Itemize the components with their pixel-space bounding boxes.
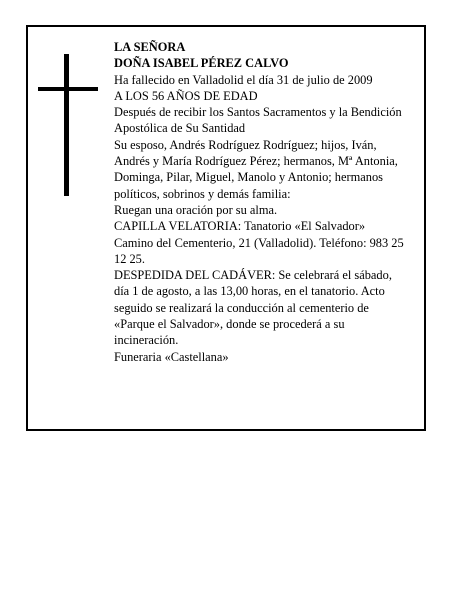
cross-vertical-bar xyxy=(64,54,69,196)
chapel-paragraph: CAPILLA VELATORIA: Tanatorio «El Salvador» Camino del Cementerio, 21 (Valladolid). Teléfono: 983 25 12 25. xyxy=(114,219,404,266)
sacraments-paragraph: Después de recibir los Santos Sacramentos y la Bendición Apostólica de Su Santidad xyxy=(114,105,402,136)
header-title: LA SEÑORA xyxy=(114,40,186,54)
family-paragraph: Su esposo, Andrés Rodríguez Rodríguez; hijos, Iván, Andrés y María Rodríguez Pérez; hermanos, Mª Antonia, Dominga, Pilar, Miguel, Manolo y Antonio; hermanos políticos, sobrinos y demás familia: xyxy=(114,137,398,201)
funeral-home: Funeraria «Castellana» xyxy=(114,349,229,364)
obituary-text xyxy=(114,39,404,365)
latin-cross-icon xyxy=(38,54,98,196)
age-line: A LOS 56 AÑOS DE EDAD xyxy=(114,88,258,103)
funeral-paragraph: DESPEDIDA DEL CADÁVER: Se celebrará el sábado, día 1 de agosto, a las 13,00 horas, en el tanatorio. Acto seguido se realizará la conducción al cementerio de «Parque el Salvador», donde se procederá a su incineración. xyxy=(114,268,392,348)
death-line: Ha fallecido en Valladolid el día 31 de julio de 2009 xyxy=(114,72,373,87)
deceased-name: DOÑA ISABEL PÉREZ CALVO xyxy=(114,56,289,71)
prayer-request: Ruegan una oración por su alma. xyxy=(114,202,278,217)
cross-horizontal-bar xyxy=(38,87,98,91)
